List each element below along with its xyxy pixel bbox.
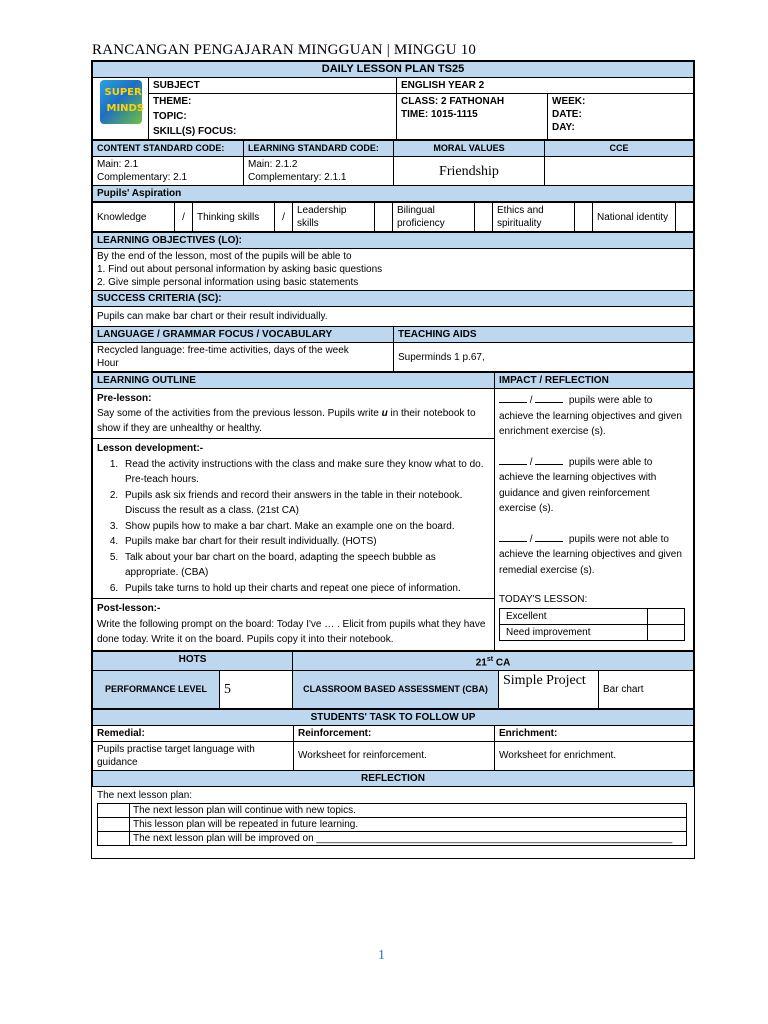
time-label: TIME: 1015-1115: [401, 109, 478, 120]
sc-text: Pupils can make bar chart or their result individually.: [93, 307, 694, 327]
class-time-cell: [397, 94, 548, 140]
subject-value: ENGLISH YEAR 2: [397, 78, 694, 94]
cba-value: Simple Project: [499, 670, 599, 708]
hots-label: HOTS: [93, 651, 293, 670]
impact-text: pupils were not able to achieve the learning objectives and given remedial exercise (s).: [499, 533, 682, 576]
topic-label: TOPIC:: [149, 109, 397, 124]
header-table: [92, 61, 694, 140]
language-line: Hour: [97, 358, 119, 369]
plan-title: DAILY LESSON PLAN TS25: [93, 62, 694, 78]
next-option: The next lesson plan will be improved on ________________________________________________________________: [130, 831, 687, 845]
aspiration-label: Ethics and spirituality: [493, 203, 575, 232]
sc-label: SUCCESS CRITERIA (SC):: [93, 291, 694, 307]
learning-standard-value: [244, 157, 394, 186]
language-focus-text: [93, 343, 394, 372]
impact-text: pupils were able to achieve the learning objectives with guidance and given reinforcement exercise (s).: [499, 456, 657, 514]
content-standard-value: [93, 157, 244, 186]
post-lesson-text: Write the following prompt on the board: Today I've … . Elicit from pupils what they have done today. Write it on the board. Pupils copy it into their notebook.: [97, 618, 486, 645]
impact-text: pupils were able to achieve the learning objectives and given enrichment exercise (s).: [499, 395, 682, 437]
lesson-step: 3. Show pupils how to make a bar chart. Make an example one on the board.: [121, 519, 490, 535]
pre-text-u: u: [381, 408, 388, 419]
aspiration-mark[interactable]: [575, 203, 593, 232]
task-table: [92, 709, 694, 787]
excellent-label: Excellent: [500, 608, 648, 624]
enrichment-label: Enrichment:: [495, 725, 694, 741]
lesson-step: 1. Read the activity instructions with the class and make sure they know what to do. Pre-teach hours.: [121, 457, 490, 488]
aspiration-label: Knowledge: [93, 203, 175, 232]
cce-value: [545, 157, 694, 186]
aspirations-table: [92, 202, 694, 232]
cba-label: CLASSROOM BASED ASSESSMENT (CBA): [293, 670, 499, 708]
outline-table: [92, 372, 694, 651]
lesson-step: 4. Pupils make bar chart for their result individually. (HOTS): [121, 534, 490, 550]
cba-item: Bar chart: [599, 670, 694, 708]
performance-level-value: 5: [220, 670, 293, 708]
assessment-table: [92, 651, 694, 709]
learning-main: Main: 2.1.2: [248, 159, 298, 170]
improvement-label: Need improvement: [500, 624, 648, 640]
date-label: DATE:: [552, 109, 582, 120]
content-standard-label: CONTENT STANDARD CODE:: [93, 141, 244, 157]
next-option: The next lesson plan will continue with new topics.: [130, 803, 687, 817]
teaching-aids-label: TEACHING AIDS: [394, 327, 694, 343]
pre-text-b: in their notebook to show if they are unhealthy or healthy.: [97, 408, 476, 434]
pre-lesson-label: Pre-lesson:: [97, 393, 152, 404]
todays-lesson-label: TODAY'S LESSON:: [499, 594, 588, 605]
lesson-step: 6. Pupils take turns to hold up their charts and repeat one piece of information.: [121, 581, 490, 597]
next-option: This lesson plan will be repeated in future learning.: [130, 817, 687, 831]
day-label: DAY:: [552, 122, 575, 133]
impact-reflection-label: IMPACT / REFLECTION: [495, 373, 694, 389]
learning-outline-label: LEARNING OUTLINE: [93, 373, 495, 389]
lo-line: 1. Find out about personal information by asking basic questions: [97, 264, 383, 275]
language-line: Recycled language: free-time activities, days of the week: [97, 345, 349, 356]
lesson-development-label: Lesson development:-: [97, 443, 204, 454]
enrichment-text: Worksheet for enrichment.: [495, 741, 694, 770]
aspiration-mark[interactable]: [375, 203, 393, 232]
lo-line: 2. Give simple personal information using basic statements: [97, 277, 359, 288]
moral-values-label: MORAL VALUES: [394, 141, 545, 157]
next-lesson-label: The next lesson plan:: [97, 789, 193, 801]
pre-text-a: Say some of the activities from the previous lesson. Pupils write: [97, 408, 382, 419]
next-option-checkbox[interactable]: [98, 803, 130, 817]
aspiration-label: Pupils' Aspiration: [93, 186, 694, 202]
ca-label: [293, 651, 694, 670]
objectives-table: [92, 232, 694, 372]
aspiration-mark[interactable]: [475, 203, 493, 232]
excellent-checkbox[interactable]: [648, 608, 685, 624]
aspiration-mark[interactable]: [676, 203, 694, 232]
post-lesson-label: Post-lesson:-: [97, 603, 161, 614]
todays-lesson-table: [499, 608, 685, 641]
lesson-step: 2. Pupils ask six friends and record their answers in the table in their notebook. Discuss the result as a class. (21st CA): [121, 488, 490, 519]
remedial-label: Remedial:: [93, 725, 294, 741]
outline-content: [93, 389, 495, 651]
lo-content: [93, 249, 694, 291]
lesson-steps: [97, 457, 490, 597]
impact-item: / pupils were not able to achieve the learning objectives and given remedial exercise (s).: [499, 533, 682, 576]
lesson-plan-sheet: [91, 60, 695, 859]
impact-content: [495, 389, 694, 651]
superminds-logo-icon: SUPER MINDS: [100, 80, 142, 124]
logo-cell: [93, 78, 149, 140]
lo-line: By the end of the lesson, most of the pupils will be able to: [97, 251, 352, 262]
next-lesson-table: [97, 803, 687, 846]
aspiration-label: Bilingual proficiency: [393, 203, 475, 232]
page-heading: RANCANGAN PENGAJARAN MINGGUAN | MINGGU 10: [92, 42, 477, 58]
moral-value: Friendship: [394, 157, 545, 186]
improvement-checkbox[interactable]: [648, 624, 685, 640]
aspirations-row: [93, 203, 694, 232]
class-label: CLASS: 2 FATHONAH: [401, 96, 505, 107]
aspiration-label: National identity: [593, 203, 676, 232]
learning-standard-label: LEARNING STANDARD CODE:: [244, 141, 394, 157]
page-number: 1: [378, 948, 385, 963]
ca-sup: st: [486, 655, 494, 663]
reflection-content: [92, 787, 694, 858]
content-comp: Complementary: 2.1: [97, 172, 188, 183]
impact-item: / pupils were able to achieve the learning objectives with guidance and given reinforcement exercise (s).: [499, 456, 657, 514]
aspiration-label: Leadership skills: [293, 203, 375, 232]
aspiration-mark[interactable]: /: [175, 203, 193, 232]
reinforcement-text: Worksheet for reinforcement.: [294, 741, 495, 770]
lesson-step: 5. Talk about your bar chart on the board, adapting the speech bubble as appropriate. (CBA): [121, 550, 490, 581]
reflection-label: REFLECTION: [93, 770, 694, 786]
language-focus-label: LANGUAGE / GRAMMAR FOCUS / VOCABULARY: [93, 327, 394, 343]
task-label: STUDENTS' TASK TO FOLLOW UP: [93, 709, 694, 725]
teaching-aids-text: Superminds 1 p.67,: [394, 343, 694, 372]
cce-label: CCE: [545, 141, 694, 157]
impact-item: / pupils were able to achieve the learning objectives and given enrichment exercise (s).: [499, 395, 682, 437]
ca-number: 21: [475, 656, 487, 668]
ca-suffix: CA: [493, 656, 511, 668]
content-main: Main: 2.1: [97, 159, 139, 170]
pre-lesson-text: [97, 406, 490, 436]
standards-table: [92, 140, 694, 202]
week-label: WEEK:: [552, 96, 586, 107]
remedial-text: Pupils practise target language with guidance: [93, 741, 294, 770]
theme-label: THEME:: [149, 94, 397, 110]
aspiration-mark[interactable]: /: [275, 203, 293, 232]
reinforcement-label: Reinforcement:: [294, 725, 495, 741]
subject-label: SUBJECT: [149, 78, 397, 94]
aspiration-label: Thinking skills: [193, 203, 275, 232]
next-option-checkbox[interactable]: [98, 817, 130, 831]
week-date-day-cell: [548, 94, 694, 140]
skills-label: SKILL(S) FOCUS:: [149, 124, 397, 140]
performance-level-label: PERFORMANCE LEVEL: [93, 670, 220, 708]
learning-comp: Complementary: 2.1.1: [248, 172, 347, 183]
next-option-checkbox[interactable]: [98, 831, 130, 845]
lo-label: LEARNING OBJECTIVES (LO):: [93, 233, 694, 249]
